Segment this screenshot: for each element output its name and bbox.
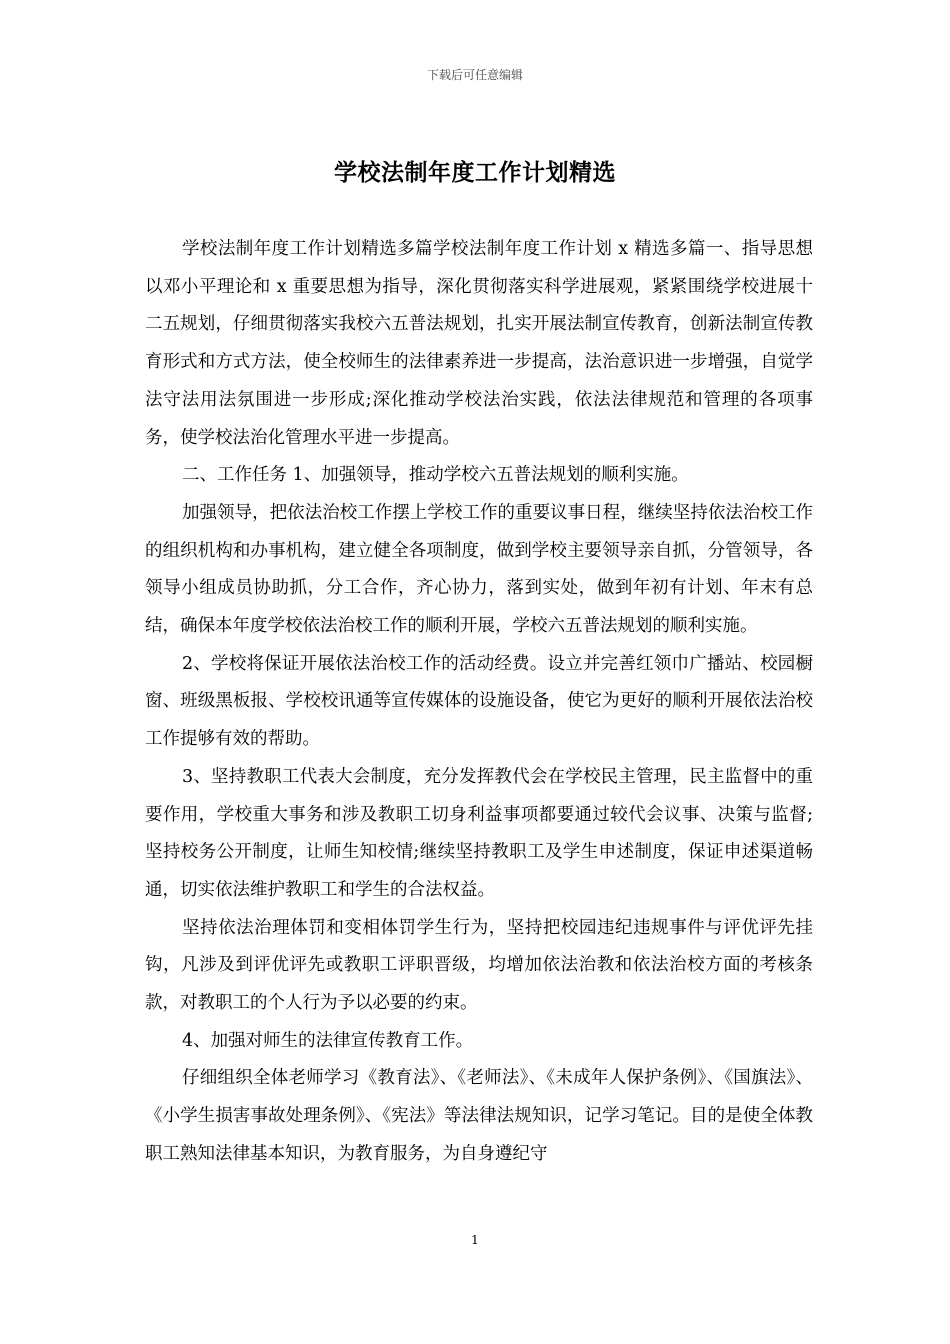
- paragraph-4: 2、学校将保证开展依法治校工作的活动经费。设立并完善红领巾广播站、校园橱窗、班级黑板报、学校校讯通等宣传媒体的设施设备，使它为更好的顺利开展依法治校工作提够有效的帮助。: [145, 653, 813, 750]
- document-title: 学校法制年度工作计划精选: [334, 160, 616, 186]
- paragraph-5: 3、坚持教职工代表大会制度，充分发挥教代会在学校民主管理，民主监督中的重要作用，学校重大事务和涉及教职工切身利益事项都要通过较代会议事、决策与监督;坚持校务公开制度，让师生知校情;继续坚持教职工及学生申述制度，保证申述渠道畅通，切实依法维护教职工和学生的合法权益。: [145, 766, 813, 900]
- paragraph-7: 4、加强对师生的法律宣传教育工作。: [182, 1030, 474, 1051]
- paragraph-1: 学校法制年度工作计划精选多篇学校法制年度工作计划 x 精选多篇一、指导思想以邓小平理论和 x 重要思想为指导，深化贯彻落实科学进展观，紧紧围绕学校进展十二五规划，仔细贯彻落实我校六五普法规划，扎实开展法制宣传教育，创新法制宣传教育形式和方式方法，使全校师生的法律素养进一步提高，法治意识进一步增强，自觉学法守法用法氛围进一步形成;深化推动学校法治实践，依法法律规范和管理的各项事务，使学校法治化管理水平进一步提高。: [145, 239, 813, 448]
- paragraph-2: 二、工作任务 1、加强领导，推动学校六五普法规划的顺利实施。: [182, 465, 689, 486]
- paragraph-3: 加强领导，把依法治校工作摆上学校工作的重要议事日程，继续坚持依法治校工作的组织机构和办事机构，建立健全各项制度，做到学校主要领导亲自抓，分管领导，各领导小组成员协助抓，分工合作，齐心协力，落到实处，做到年初有计划、年末有总结，确保本年度学校依法治校工作的顺利开展，学校六五普法规划的顺利实施。: [145, 502, 813, 637]
- paragraph-6: 坚持依法治理体罚和变相体罚学生行为，坚持把校园违纪违规事件与评优评先挂钩，凡涉及到评优评先或教职工评职晋级，均增加依法治教和依法治校方面的考核条款，对教职工的个人行为予以必要的约束。: [145, 917, 813, 1014]
- header-note: 下载后可任意编辑: [426, 68, 523, 82]
- paragraph-8: 仔细组织全体老师学习《教育法》、《老师法》、《未成年人保护条例》、《国旗法》、《小学生损害事故处理条例》、《宪法》等法律法规知识，记学习笔记。目的是使全体教职工熟知法律基本知识，为教育服务，为自身遵纪守: [145, 1068, 813, 1164]
- page-number: 1: [471, 1233, 479, 1247]
- document-body: [145, 231, 813, 1174]
